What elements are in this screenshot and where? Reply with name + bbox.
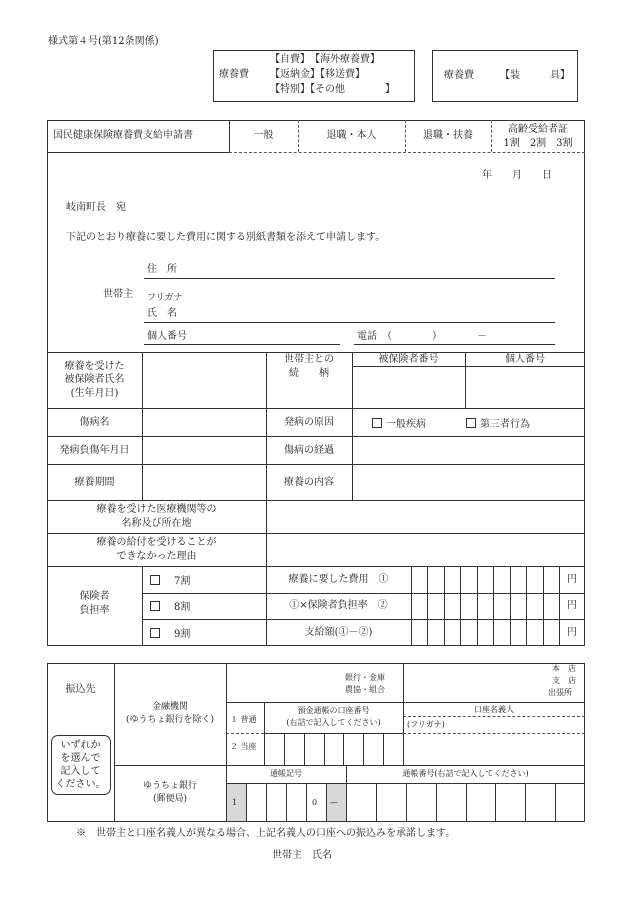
bank-name-field[interactable]: [227, 664, 337, 701]
category-general[interactable]: 一般: [253, 130, 274, 141]
rate-option-7-label: 7割: [174, 576, 191, 587]
cause-option-third-party[interactable]: [466, 418, 530, 430]
passbook-symbol-field[interactable]: [247, 784, 305, 821]
consent-text: ※ 世帯主と口座名義人が異なる場合、上記名義人の口座への振込みを承諾します。: [76, 828, 456, 839]
progress-label: 傷病の経過: [284, 445, 334, 456]
account-type-current[interactable]: ２ 当座: [230, 742, 257, 751]
category-retired-dependent[interactable]: 退職・扶養: [423, 130, 473, 141]
reason-label-2: できなかった理由: [116, 551, 197, 562]
equipment-bracket: 【装 具】: [500, 70, 570, 81]
yucho-label: ゆうちょ銀行: [142, 781, 197, 791]
equipment-label: 療養費: [444, 70, 474, 81]
passbook-symbol-label: 通帳記号: [270, 769, 302, 778]
institution-label-1: 療養を受けた医療機関等の: [96, 504, 217, 515]
checkbox-icon: [466, 418, 476, 428]
personal-number-field[interactable]: [466, 367, 584, 407]
financial-institution-note: (ゆうちょ銀行を除く): [125, 715, 215, 725]
category-elderly-rates[interactable]: 1割 2割 3割: [503, 138, 573, 149]
rate-option-8-label: 8割: [174, 602, 191, 613]
rate-option-9-label: 9割: [174, 629, 191, 640]
personal-number-label: 個人番号: [505, 354, 545, 365]
account-holder-furigana-label: (フリガナ): [407, 720, 445, 729]
account-number-note: (右詰で記入してください): [286, 718, 381, 727]
symbol-first-digit: 1: [232, 798, 238, 807]
application-date[interactable]: 年 月 日: [482, 170, 552, 181]
institution-label-2: 名称及び所在地: [121, 518, 192, 529]
account-holder-label: 口座名義人: [474, 705, 514, 714]
patient-name-field[interactable]: [143, 353, 265, 407]
financial-institution-label: 金融機関: [151, 702, 188, 712]
relation-label-1: 世帯主との: [284, 354, 334, 365]
branch-type-1: 本 店: [552, 664, 576, 673]
fee-rate-digits[interactable]: [412, 594, 558, 619]
checkbox-icon: [150, 601, 160, 611]
bank-type-label-2: 農協・組合: [345, 685, 385, 694]
cause-label: 発病の原因: [284, 417, 334, 428]
rate-option-9[interactable]: [150, 628, 190, 640]
patient-label-3: (生年月日): [70, 388, 119, 399]
symbol-zero-digit: 0: [312, 798, 318, 807]
yen-label-1: 円: [567, 574, 577, 585]
fee-payment-label: 支給額(①－②): [304, 627, 373, 638]
reason-label-1: 療養の給付を受けることが: [96, 537, 217, 548]
choose-note-4: ください。: [55, 779, 106, 790]
branch-name-field[interactable]: [404, 664, 544, 701]
checkbox-icon: [372, 418, 382, 428]
expense-type-line2: 【返納金】【移送費】: [270, 69, 365, 80]
checkbox-icon: [150, 575, 160, 585]
symbol-digit-divider: [306, 783, 307, 822]
expense-type-label: 療養費: [219, 69, 249, 80]
category-retired-self[interactable]: 退職・本人: [326, 130, 377, 141]
passbook-number-label: 通帳番号(右詰で記入してください): [402, 769, 529, 778]
content-label: 療養の内容: [284, 477, 334, 488]
furigana-label: フリガナ: [147, 293, 183, 303]
rate-option-8[interactable]: [150, 601, 190, 613]
account-number-label: 預金通帳の口座番号: [297, 706, 370, 715]
fee-total-digits[interactable]: [412, 567, 558, 593]
account-type-ordinary[interactable]: １ 普通: [230, 715, 257, 724]
signature-field[interactable]: [342, 846, 542, 864]
patient-label-1: 療養を受けた: [64, 361, 125, 372]
branch-type-2: 支 店: [552, 676, 576, 685]
choose-note-2: を選んで: [60, 753, 101, 764]
symbol-dash: —: [330, 798, 338, 807]
addressee: 岐南町長 宛: [66, 202, 126, 213]
onset-date-label: 発病負傷年月日: [59, 445, 130, 456]
expense-type-line3: 【特別】【その他 】: [270, 84, 395, 95]
rate-label-2: 負担率: [79, 605, 110, 616]
address-field[interactable]: [144, 278, 555, 279]
account-number-field[interactable]: [265, 734, 402, 764]
yen-label-2: 円: [567, 600, 577, 611]
intro-text: 下記のとおり療養に要した費用に関する別紙書類を添えて申請します。: [66, 232, 386, 243]
cause-option-general[interactable]: [372, 418, 426, 430]
insured-number-field[interactable]: [353, 367, 464, 407]
account-holder-field[interactable]: [404, 734, 584, 764]
fee-rate-label: ①×保険者負担率 ②: [289, 600, 388, 611]
patient-label-2: 被保険者氏名: [64, 374, 125, 385]
name-field[interactable]: [144, 322, 555, 323]
reason-field[interactable]: [267, 534, 584, 565]
branch-type-3: 出張所: [548, 688, 572, 697]
bank-destination-label: 振込先: [65, 684, 96, 695]
rate-label-1: 保険者: [79, 591, 110, 602]
relation-label-2: 続 柄: [289, 368, 329, 379]
symbol-digit-divider: [326, 783, 327, 822]
choose-note-3: 記入して: [60, 766, 101, 777]
yucho-note: (郵便局): [152, 794, 188, 804]
form-title: 国民健康保険療養費支給申請書: [53, 130, 193, 141]
category-elderly-label: 高齢受給者証: [508, 124, 568, 135]
rate-option-7[interactable]: [150, 575, 190, 587]
form-number: 様式第４号(第12条関係): [48, 36, 159, 47]
name-label: 氏 名: [147, 308, 177, 319]
institution-field[interactable]: [267, 501, 584, 532]
fee-payment-digits[interactable]: [412, 620, 558, 645]
signature-label: 世帯主 氏名: [272, 850, 332, 861]
mynumber-field[interactable]: [144, 344, 340, 345]
fee-total-label: 療養に要した費用 ①: [288, 574, 389, 585]
choose-note-1: いずれか: [60, 740, 101, 751]
yen-label-3: 円: [567, 627, 577, 638]
period-label: 療養期間: [74, 477, 115, 488]
expense-type-line1: 【自費】 【海外療養費】: [270, 54, 380, 65]
disease-label: 傷病名: [79, 417, 110, 428]
cause-option-general-label: 一般疾病: [386, 419, 426, 430]
passbook-number-field[interactable]: [347, 784, 584, 821]
insured-number-label: 被保険者番号: [378, 354, 439, 365]
checkbox-icon: [150, 628, 160, 638]
phone-label: 電話 （ ） －: [357, 331, 487, 342]
phone-field[interactable]: [354, 344, 555, 345]
address-label: 住 所: [147, 264, 177, 275]
cause-option-third-party-label: 第三者行為: [480, 419, 530, 430]
bank-type-label-1: 銀行・金庫: [345, 673, 385, 682]
householder-label: 世帯主: [103, 289, 133, 300]
mynumber-label: 個人番号: [147, 331, 187, 342]
